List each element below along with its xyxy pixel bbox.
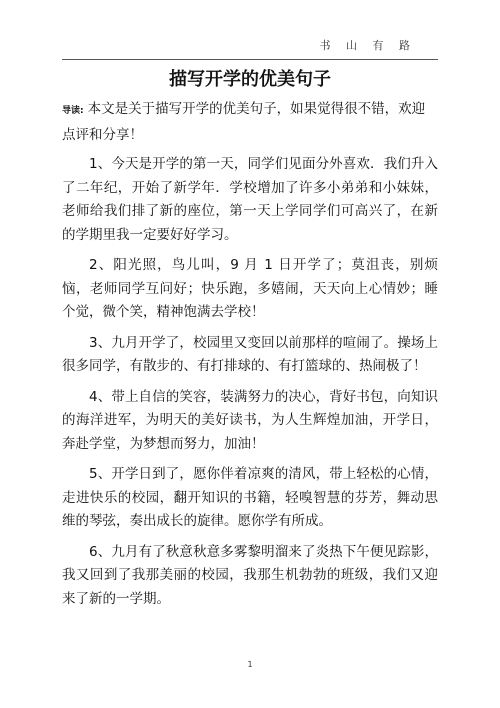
intro-paragraph [62, 97, 438, 147]
document-body [62, 97, 438, 618]
paragraph-4: 4、带上自信的笑容，装满努力的决心，背好书包，向知识的海洋进军，为明天的美好读书，为人生辉煌加油，开学日，奔赴学堂，为梦想而努力，加油！ [62, 388, 438, 452]
paragraph-2: 2、阳光照，鸟儿叫，9 月 1 日开学了；莫沮丧，别烦恼，老师同学互问好；快乐跑，多嬉闹，天天向上心情妙；睡个觉，微个笑，精神饱满去学校！ [62, 257, 438, 320]
intro-text: 本文是关于描写开学的优美句子，如果觉得很不错，欢迎点评和分享！ [62, 101, 426, 143]
page-title: 描写开学的优美句子 [169, 69, 331, 90]
header-brand: 书 山 有 路 [319, 39, 416, 52]
intro-label: 导读: [62, 106, 84, 116]
header-divider [62, 59, 438, 60]
paragraph-6: 6、九月有了秋意秋意多雾黎明溜来了炎热下午便见踪影，我又回到了我那美丽的校园，我那生机勃勃的班级，我们又迎来了新的一学期。 [62, 543, 438, 607]
paragraph-3: 3、九月开学了，校园里又变回以前那样的喧闹了。操场上很多同学，有散步的、有打排球的、有打篮球的、热闹极了！ [62, 334, 438, 374]
paragraph-1: 1、今天是开学的第一天，同学们见面分外喜欢．我们升入了二年纪，开始了新学年．学校增加了许多小弟弟和小妹妹，老师给我们排了新的座位，第一天上学同学们可高兴了，在新的学期里我一定要好好学习。 [62, 156, 438, 243]
paragraph-5: 5、开学日到了，愿你伴着凉爽的清风，带上轻松的心情，走进快乐的校园，翻开知识的书籍，轻嗅智慧的芬芳，舞动思维的琴弦，奏出成长的旋律。愿你学有所成。 [62, 466, 438, 529]
page-number: 1 [247, 660, 253, 669]
